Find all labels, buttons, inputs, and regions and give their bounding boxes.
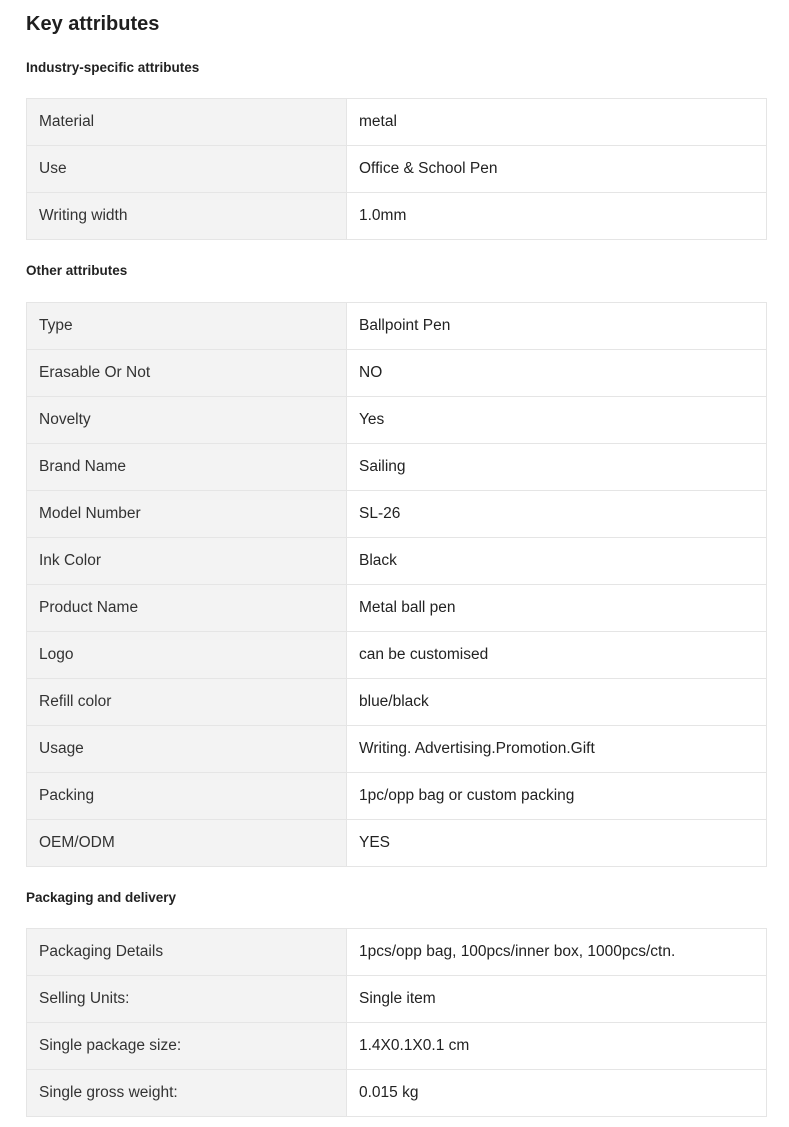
table-row	[27, 1070, 767, 1117]
attribute-value: Sailing	[347, 444, 767, 491]
attribute-value: Single item	[347, 976, 767, 1023]
attribute-key: Use	[27, 146, 347, 193]
table-row	[27, 773, 767, 820]
table-row	[27, 99, 767, 146]
attribute-value: Metal ball pen	[347, 585, 767, 632]
table-row	[27, 726, 767, 773]
attribute-key: Usage	[27, 726, 347, 773]
attribute-key: Packaging Details	[27, 929, 347, 976]
attribute-key: Single gross weight:	[27, 1070, 347, 1117]
other-attributes-table	[26, 302, 767, 867]
table-row	[27, 585, 767, 632]
attribute-key: Ink Color	[27, 538, 347, 585]
attribute-value: 1.0mm	[347, 193, 767, 240]
attribute-value: metal	[347, 99, 767, 146]
attribute-key: Novelty	[27, 397, 347, 444]
attribute-key: Type	[27, 303, 347, 350]
section-title-packaging-delivery: Packaging and delivery	[26, 890, 177, 905]
page-title: Key attributes	[26, 13, 160, 35]
table-row	[27, 976, 767, 1023]
section-title-industry-specific: Industry-specific attributes	[26, 60, 200, 75]
packaging-delivery-table	[26, 928, 767, 1117]
table-row	[27, 632, 767, 679]
attribute-value: Yes	[347, 397, 767, 444]
attribute-key: Product Name	[27, 585, 347, 632]
industry-attributes-table	[26, 98, 767, 240]
table-row	[27, 538, 767, 585]
attribute-value: Writing. Advertising.Promotion.Gift	[347, 726, 767, 773]
attribute-key: Model Number	[27, 491, 347, 538]
table-row	[27, 1023, 767, 1070]
attribute-value: can be customised	[347, 632, 767, 679]
table-row	[27, 193, 767, 240]
attribute-value: 1pcs/opp bag, 100pcs/inner box, 1000pcs/ctn.	[347, 929, 767, 976]
table-row	[27, 146, 767, 193]
attribute-value: YES	[347, 820, 767, 867]
attribute-key: Material	[27, 99, 347, 146]
attribute-value: 1.4X0.1X0.1 cm	[347, 1023, 767, 1070]
attribute-key: Packing	[27, 773, 347, 820]
table-row	[27, 820, 767, 867]
attribute-value: blue/black	[347, 679, 767, 726]
table-row	[27, 679, 767, 726]
attribute-value: 0.015 kg	[347, 1070, 767, 1117]
table-row	[27, 929, 767, 976]
attribute-key: Single package size:	[27, 1023, 347, 1070]
attribute-key: OEM/ODM	[27, 820, 347, 867]
attribute-key: Selling Units:	[27, 976, 347, 1023]
attribute-value: Black	[347, 538, 767, 585]
table-row	[27, 444, 767, 491]
attribute-value: 1pc/opp bag or custom packing	[347, 773, 767, 820]
table-row	[27, 491, 767, 538]
attribute-key: Erasable Or Not	[27, 350, 347, 397]
table-row	[27, 397, 767, 444]
attribute-value: Ballpoint Pen	[347, 303, 767, 350]
section-title-other-attributes: Other attributes	[26, 263, 128, 278]
table-row	[27, 303, 767, 350]
attribute-value: Office & School Pen	[347, 146, 767, 193]
attribute-key: Brand Name	[27, 444, 347, 491]
attribute-key: Writing width	[27, 193, 347, 240]
attribute-key: Logo	[27, 632, 347, 679]
table-row	[27, 350, 767, 397]
attribute-value: SL-26	[347, 491, 767, 538]
attribute-key: Refill color	[27, 679, 347, 726]
attribute-value: NO	[347, 350, 767, 397]
